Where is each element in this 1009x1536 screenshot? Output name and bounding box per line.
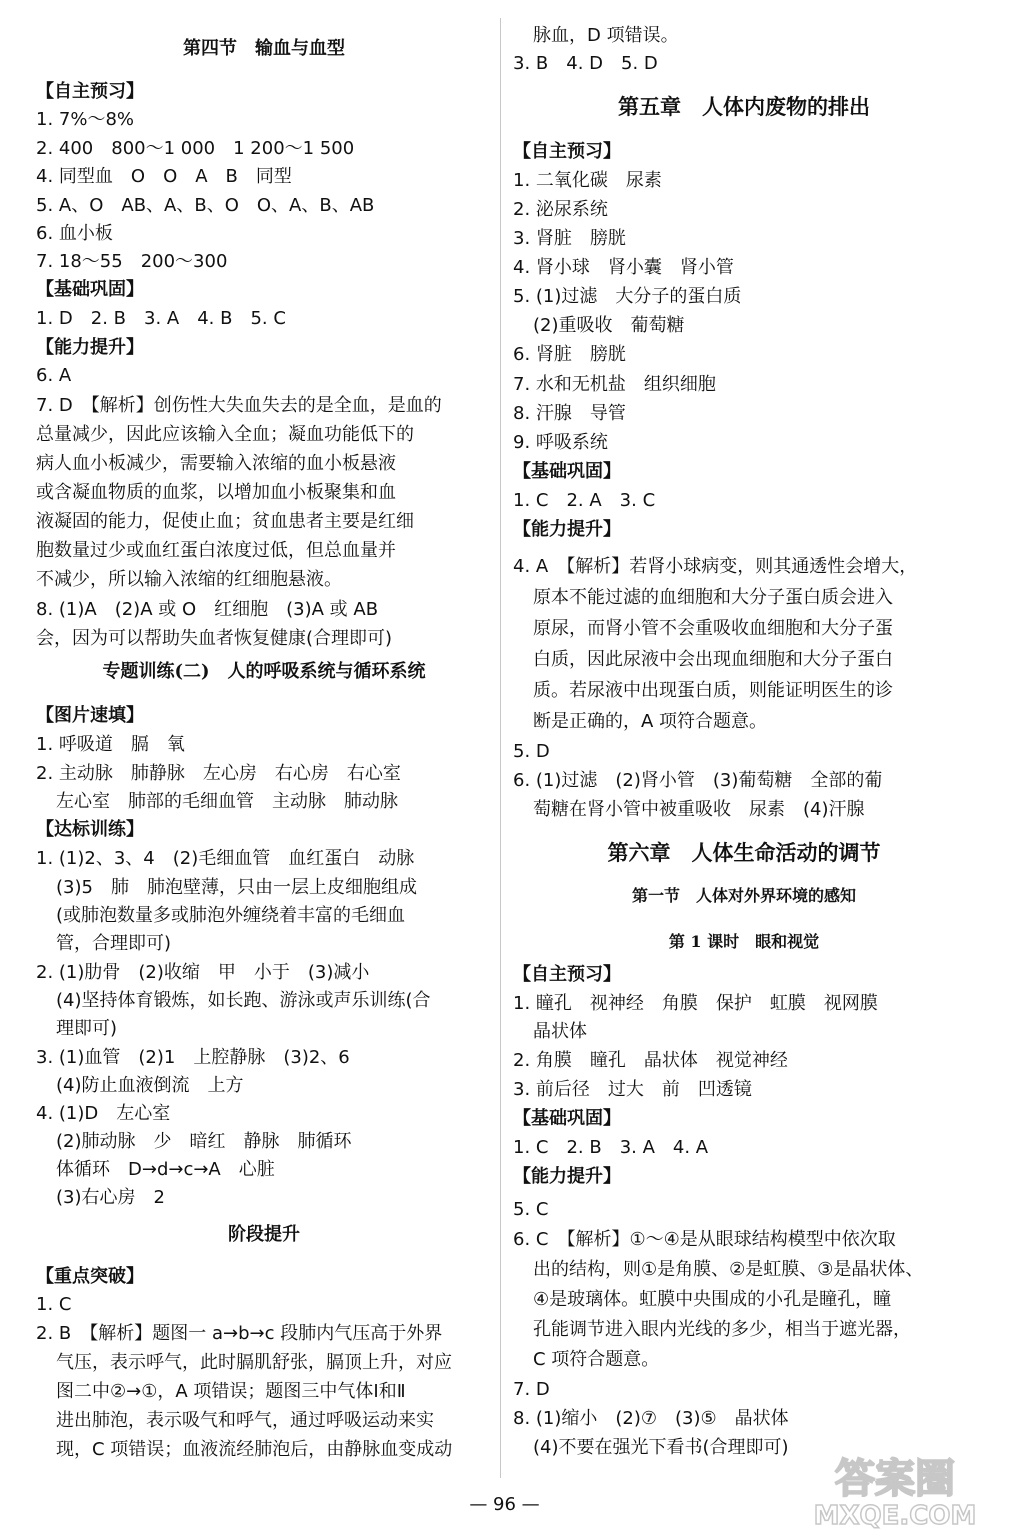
section-title: 阶段提升 bbox=[228, 1224, 300, 1245]
answer-line: 5. D bbox=[513, 741, 550, 762]
answer-line-continued: C 项符合题意。 bbox=[533, 1349, 660, 1370]
answer-line: 9. 呼吸系统 bbox=[513, 432, 608, 453]
answer-line: 6. (1)过滤 (2)肾小管 (3)葡萄糖 全部的葡 bbox=[513, 770, 883, 791]
answer-line: 或含凝血物质的血浆，以增加血小板聚集和血 bbox=[36, 482, 396, 503]
answer-line: 1. C 2. A 3. C bbox=[513, 490, 656, 511]
answer-line: 不减少，所以输入浓缩的红细胞悬液。 bbox=[36, 569, 342, 590]
answer-line: 3. B 4. D 5. D bbox=[513, 53, 658, 74]
answer-line: 2. 角膜 瞳孔 晶状体 视觉神经 bbox=[513, 1050, 788, 1071]
answer-line: 1. C bbox=[36, 1294, 72, 1315]
answer-line: 4. 同型血 O O A B 同型 bbox=[36, 166, 292, 187]
answer-line: 1. 呼吸道 膈 氧 bbox=[36, 734, 185, 755]
answer-line-continued: (3)右心房 2 bbox=[56, 1187, 165, 1208]
answer-line-continued: ④是玻璃体。虹膜中央围成的小孔是瞳孔，瞳 bbox=[533, 1289, 892, 1310]
answer-line: 6. 肾脏 膀胱 bbox=[513, 344, 626, 365]
answer-line-continued: 出的结构，则①是角膜、②是虹膜、③是晶状体、 bbox=[533, 1259, 924, 1280]
answer-line: 7. 水和无机盐 组织细胞 bbox=[513, 374, 716, 395]
answer-line-continued: 现，C 项错误；血液流经肺泡后，由静脉血变成动 bbox=[56, 1439, 453, 1460]
answer-line-continued: 脉血，D 项错误。 bbox=[533, 25, 679, 46]
answer-line: 7. 18～55 200～300 bbox=[36, 251, 228, 272]
answer-line: 8. (1)缩小 (2)⑦ (3)⑤ 晶状体 bbox=[513, 1408, 789, 1429]
answer-line-continued: 图二中②→①，A 项错误；题图三中气体Ⅰ和Ⅱ bbox=[56, 1381, 406, 1402]
answer-line: 6. A bbox=[36, 365, 72, 386]
watermark-bottom: MXQE.COM bbox=[813, 1501, 977, 1530]
answer-line: 2. B 【解析】题图一 a→b→c 段肺内气压高于外界 bbox=[36, 1323, 443, 1344]
answer-line-continued: 质。若尿液中出现蛋白质，则能证明医生的诊 bbox=[533, 680, 893, 701]
answer-line: 4. A 【解析】若肾小球病变，则其通透性会增大， bbox=[513, 556, 918, 577]
answer-line: 会，因为可以帮助失血者恢复健康(合理即可) bbox=[36, 628, 393, 649]
answer-line: 3. (1)血管 (2)1 上腔静脉 (3)2、6 bbox=[36, 1047, 350, 1068]
subsection-heading: 【自主预习】 bbox=[513, 141, 621, 162]
answer-line-continued: 晶状体 bbox=[533, 1021, 587, 1042]
watermark-logo bbox=[800, 1448, 990, 1530]
subsection-heading: 【基础巩固】 bbox=[36, 279, 144, 300]
answer-line: 7. D bbox=[513, 1379, 550, 1400]
answer-line-continued: (2)重吸收 葡萄糖 bbox=[533, 315, 685, 336]
answer-line: 3. 前后径 过大 前 凹透镜 bbox=[513, 1079, 752, 1100]
answer-line-continued: 管，合理即可) bbox=[56, 933, 172, 954]
section-title: 专题训练(二) 人的呼吸系统与循环系统 bbox=[102, 661, 426, 682]
answer-line-continued: (4)不要在强光下看书(合理即可) bbox=[533, 1437, 789, 1458]
answer-line: 1. C 2. B 3. A 4. A bbox=[513, 1137, 709, 1158]
answer-line: 胞数量过少或血红蛋白浓度过低，但总血量并 bbox=[36, 540, 396, 561]
subsection-heading: 【基础巩固】 bbox=[513, 1108, 621, 1129]
answer-line-continued: 左心室 肺部的毛细血管 主动脉 肺动脉 bbox=[56, 791, 398, 812]
answer-line: 4. 肾小球 肾小囊 肾小管 bbox=[513, 257, 734, 278]
answer-line: 5. C bbox=[513, 1199, 549, 1220]
answer-line-continued: 孔能调节进入眼内光线的多少，相当于遮光器， bbox=[533, 1319, 911, 1340]
subsection-heading: 【能力提升】 bbox=[513, 1166, 621, 1187]
subsection-heading: 【图片速填】 bbox=[36, 705, 144, 726]
answer-line: 总量减少，因此应该输入全血；凝血功能低下的 bbox=[36, 424, 414, 445]
subsection-heading: 【能力提升】 bbox=[36, 337, 144, 358]
answer-line-continued: 白质，因此尿液中会出现血细胞和大分子蛋白 bbox=[533, 649, 893, 670]
answer-line: 2. (1)肋骨 (2)收缩 甲 小于 (3)减小 bbox=[36, 962, 370, 983]
answer-line-continued: 断是正确的，A 项符合题意。 bbox=[533, 711, 768, 732]
subsection-heading: 【能力提升】 bbox=[513, 519, 621, 540]
answer-line: 5. A、O AB、A、B、O O、A、B、AB bbox=[36, 195, 375, 216]
answer-line: 1. 二氧化碳 尿素 bbox=[513, 170, 662, 191]
subsection-heading: 【自主预习】 bbox=[36, 81, 144, 102]
answer-line: 1. 瞳孔 视神经 角膜 保护 虹膜 视网膜 bbox=[513, 993, 878, 1014]
answer-line-continued: (2)肺动脉 少 暗红 静脉 肺循环 bbox=[56, 1131, 352, 1152]
section-title: 第四节 输血与血型 bbox=[183, 38, 345, 59]
answer-line: 4. (1)D 左心室 bbox=[36, 1103, 171, 1124]
subsection-heading: 【自主预习】 bbox=[513, 964, 621, 985]
answer-line-continued: (或肺泡数量多或肺泡外缠绕着丰富的毛细血 bbox=[56, 905, 406, 926]
answer-line-continued: 原尿，而肾小管不会重吸收血细胞和大分子蛋 bbox=[533, 618, 893, 639]
answer-line: 6. 血小板 bbox=[36, 223, 113, 244]
subsection-heading: 【达标训练】 bbox=[36, 819, 144, 840]
answer-line: 3. 肾脏 膀胱 bbox=[513, 228, 626, 249]
answer-line: 液凝固的能力，促使止血；贫血患者主要是红细 bbox=[36, 511, 414, 532]
answer-line: 8. (1)A (2)A 或 O 红细胞 (3)A 或 AB bbox=[36, 599, 379, 620]
answer-line: 1. D 2. B 3. A 4. B 5. C bbox=[36, 308, 286, 329]
watermark-top: 答案圈 bbox=[835, 1456, 955, 1502]
section-title: 第六章 人体生命活动的调节 bbox=[607, 840, 881, 865]
answer-line: 2. 400 800～1 000 1 200～1 500 bbox=[36, 138, 355, 159]
answer-line: 6. C 【解析】①～④是从眼球结构模型中依次取 bbox=[513, 1229, 896, 1250]
answer-line: 1. (1)2、3、4 (2)毛细血管 血红蛋白 动脉 bbox=[36, 848, 415, 869]
section-title: 第 1 课时 眼和视觉 bbox=[668, 932, 820, 951]
section-title: 第五章 人体内废物的排出 bbox=[618, 94, 870, 119]
answer-line: 7. D 【解析】创伤性大失血失去的是全血，是血的 bbox=[36, 395, 442, 416]
answer-line: 2. 主动脉 肺静脉 左心房 右心房 右心室 bbox=[36, 763, 401, 784]
column-divider bbox=[500, 18, 501, 1478]
section-title: 第一节 人体对外界环境的感知 bbox=[631, 886, 856, 905]
answer-line-continued: 进出肺泡，表示吸气和呼气，通过呼吸运动来实 bbox=[56, 1410, 434, 1431]
answer-line-continued: 原本不能过滤的血细胞和大分子蛋白质会进入 bbox=[533, 587, 893, 608]
answer-line: 2. 泌尿系统 bbox=[513, 199, 608, 220]
answer-line-continued: (4)防止血液倒流 上方 bbox=[56, 1075, 244, 1096]
answer-line-continued: 气压，表示呼气，此时膈肌舒张，膈顶上升，对应 bbox=[56, 1352, 452, 1373]
answer-line: 1. 7%～8% bbox=[36, 109, 135, 130]
answer-line: 5. (1)过滤 大分子的蛋白质 bbox=[513, 286, 742, 307]
page-number: — 96 — bbox=[469, 1494, 540, 1515]
answer-line-continued: 理即可) bbox=[56, 1018, 118, 1039]
answer-line-continued: 萄糖在肾小管中被重吸收 尿素 (4)汗腺 bbox=[533, 799, 865, 820]
answer-line: 病人血小板减少，需要输入浓缩的血小板悬液 bbox=[36, 453, 396, 474]
answer-line: 8. 汗腺 导管 bbox=[513, 403, 626, 424]
answer-line-continued: (4)坚持体育锻炼，如长跑、游泳或声乐训练(合 bbox=[56, 990, 431, 1011]
subsection-heading: 【基础巩固】 bbox=[513, 461, 621, 482]
answer-line-continued: 体循环 D→d→c→A 心脏 bbox=[56, 1159, 275, 1180]
subsection-heading: 【重点突破】 bbox=[36, 1266, 144, 1287]
answer-line-continued: (3)5 肺 肺泡壁薄，只由一层上皮细胞组成 bbox=[56, 877, 417, 898]
